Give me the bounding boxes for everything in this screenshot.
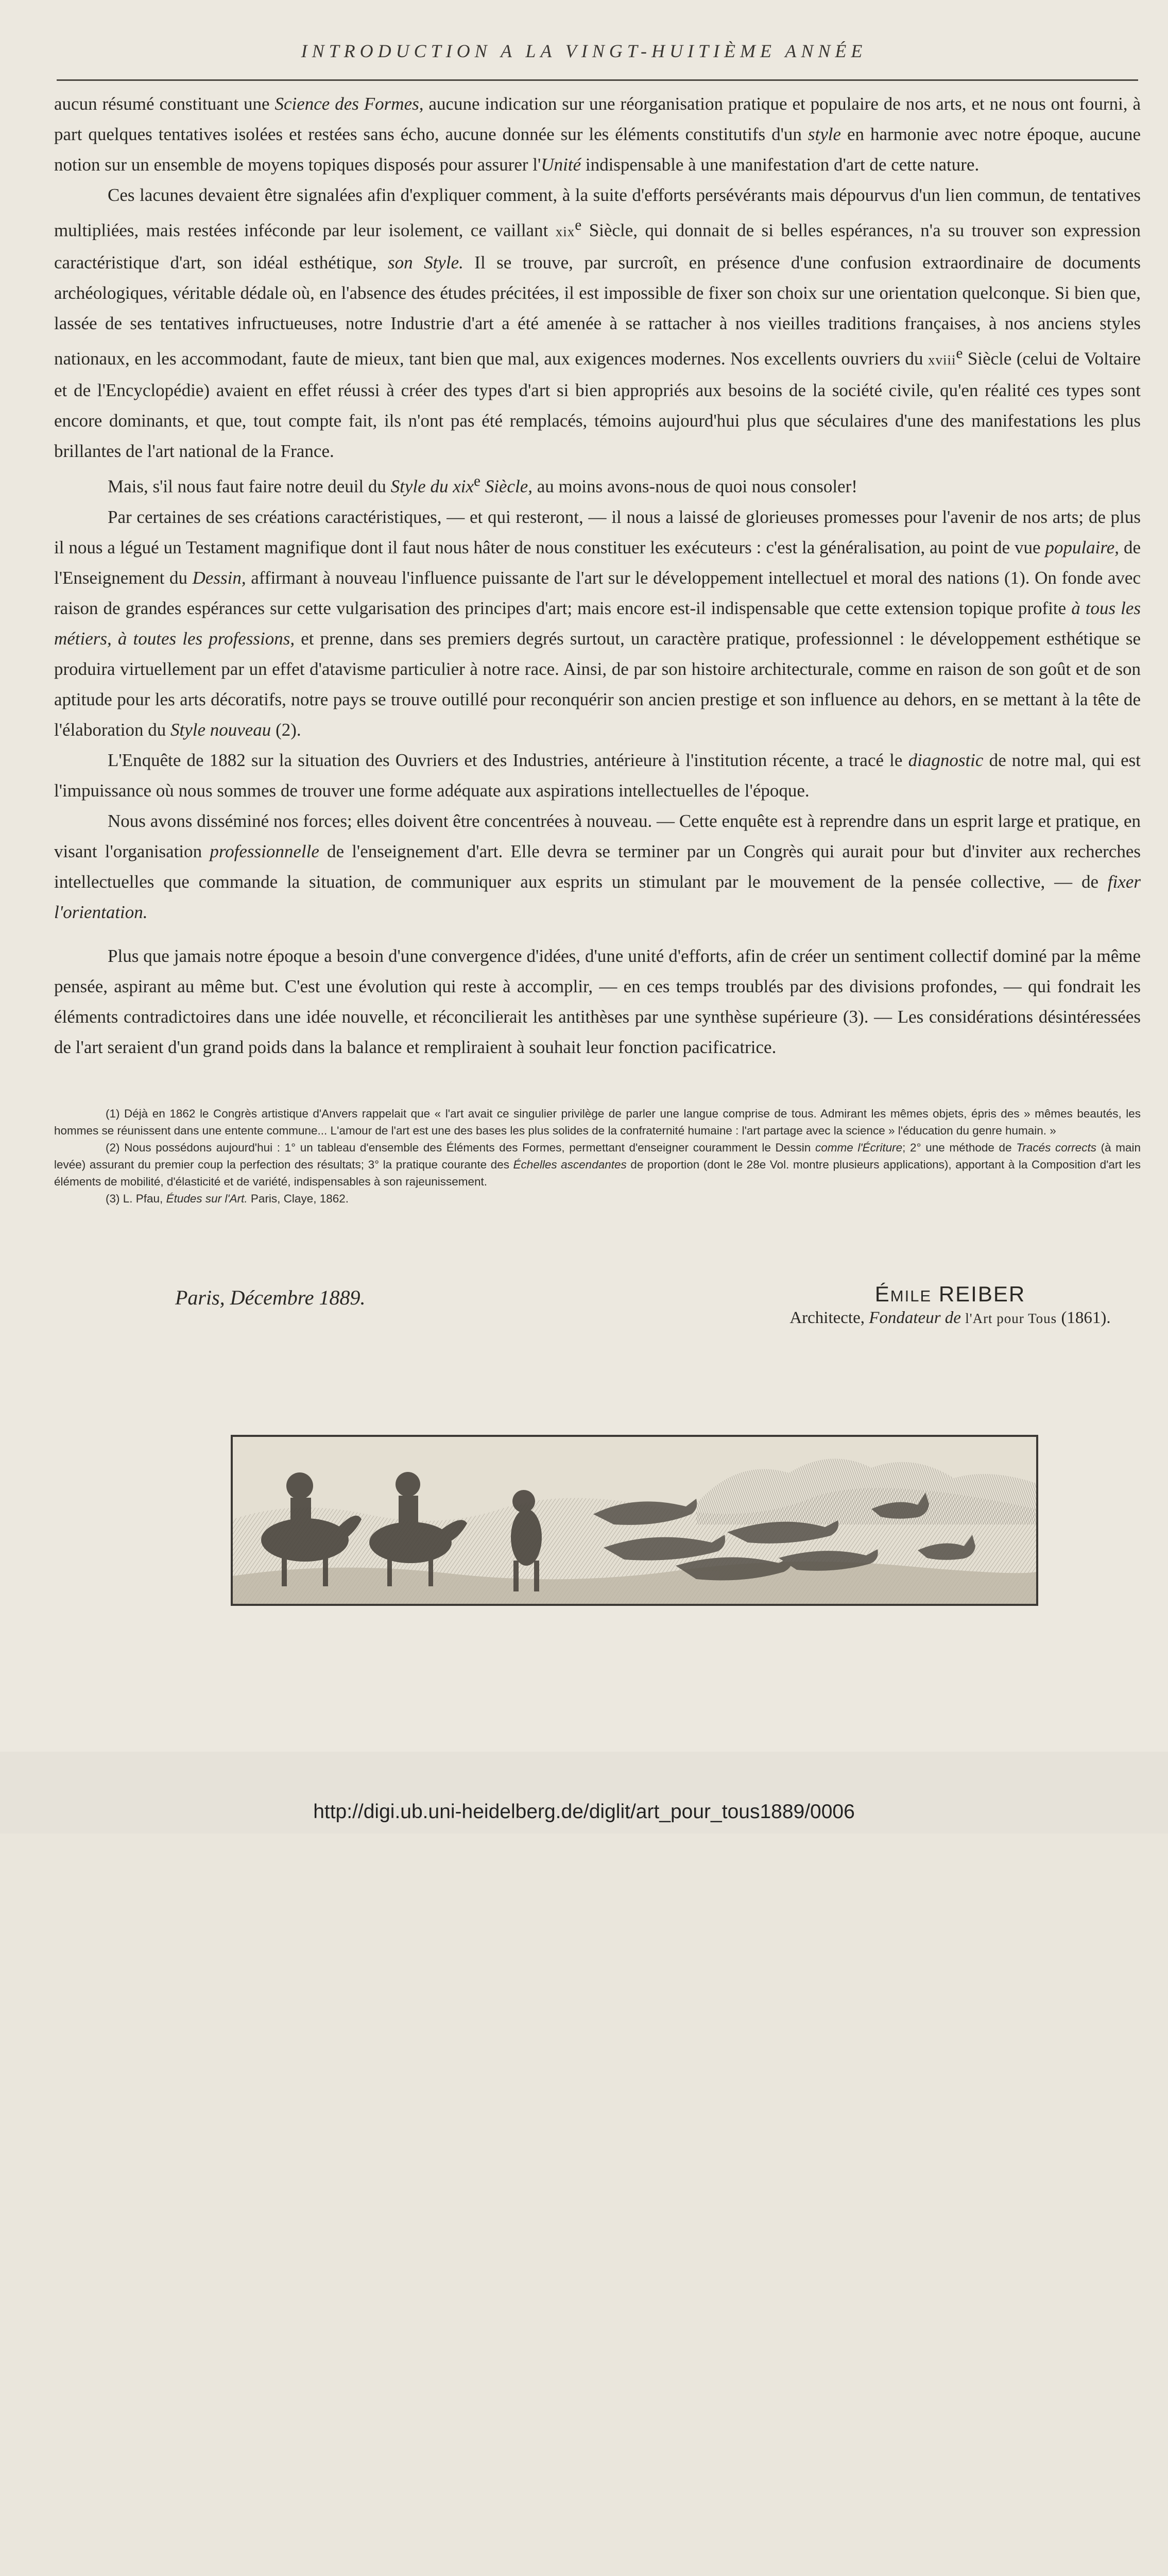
footnotes [54, 1105, 1141, 1207]
author-title: Architecte, Fondateur de l'Art pour Tous (1861). [789, 1309, 1111, 1327]
running-title: INTRODUCTION A LA VINGT-HUITIÈME ANNÉE [301, 41, 867, 61]
hunting-scene-engraving [231, 1435, 1038, 1606]
digital-library-url-link[interactable]: http://digi.ub.uni-heidelberg.de/diglit/art_pour_tous1889/0006 [313, 1801, 855, 1823]
author-signature [772, 1282, 1128, 1328]
paragraph-6: Nous avons disséminé nos forces; elles doivent être concentrées à nouveau. — Cette enquête est à reprendre dans un esprit large et pratique, en visant l'organisation professionnelle de l'enseignement d'art. Elle devra se terminer par un Congrès qui aurait pour but d'inviter aux recherches intellectuelles que commande la situation, de communiquer aux esprits un stimulant par le mouvement de la pensée collective, — de fixer l'orientation. [54, 810, 1141, 922]
author-name: ÉMILE REIBER [874, 1282, 1026, 1306]
paragraph-7: Plus que jamais notre époque a besoin d'une convergence d'idées, d'une unité d'efforts, afin de créer un sentiment collectif dominé par la même pensée, aspirant au même but. C'est une évolution qui reste à accomplir, — en ces temps troublés par des divisions profondes, — qui fondrait les éléments contradictoires dans une idée nouvelle, et réconcilierait les antithèses par une synthèse supérieure (3). — Les considérations désintéressées de l'art seraient d'un grand poids dans la balance et rempliraient à souhait leur fonction pacificatrice. [54, 945, 1141, 1057]
footnote-1: (1) Déjà en 1862 le Congrès artistique d'Anvers rappelait que « l'art avait ce singulier privilège de parler une langue comprise de tous. Admirant les mêmes objets, épris des » mêmes beautés, les hommes se réunissent dans une entente commune... L'amour de l'art est une des bases les plus solides de la confraternité humaine : l'art partage avec la science » l'éducation du genre humain. » [54, 1107, 1141, 1137]
paragraph-3: Mais, s'il nous faut faire notre deuil du Style du xix$^e$ Siècle, au moins avons-nous de quoi nous consoler! [108, 473, 857, 497]
place-date: Paris, Décembre 1889. [175, 1286, 366, 1309]
paragraph-5: L'Enquête de 1882 sur la situation des Ouvriers et des Industries, antérieure à l'institution récente, a tracé le diagnostic de notre mal, qui est l'impuissance où nous sommes de trouver une forme adéquate aux aspirations intellectuelles de l'époque. [54, 750, 1141, 801]
paragraph-1: aucun résumé constituant une Science des Formes, aucune indication sur une réorganisation pratique et populaire de nos arts, et ne nous ont fourni, à part quelques tentatives isolées et restées sans écho, aucune donnée sur les éléments constitutifs d'un style en harmonie avec notre époque, aucune notion sur un ensemble de moyens topiques disposés pour assurer l'Unité indispensable à une manifestation d'art de cette nature. [54, 94, 1141, 175]
header-rule [57, 79, 1138, 81]
engraving-illustration [233, 1437, 1036, 1604]
paragraph-2: Ces lacunes devaient être signalées afin d'expliquer comment, à la suite d'efforts persévérants mais dépourvus d'un lien commun, de tentatives multipliées, mais restées inféconde par leur isolement, ce vaillant xix$^e$ Siècle, qui donnait de si belles espérances, n'a su trouver son expression caractéristique d'art, son idéal esthétique, son Style. Il se trouve, par surcroît, en présence d'une confusion extraordinaire de documents archéologiques, véritable dédale où, en l'absence des études précitées, il est impossible de fixer son choix sur une orientation quelconque. Si bien que, lassée de ses tentatives infructueuses, notre Industrie d'art a été amenée à se rattacher à nos vieilles traditions françaises, à nos anciens styles nationaux, en les accommodant, faute de mieux, tant bien que mal, aux exigences modernes. Nos excellents ouvriers du xviii$^e$ Siècle (celui de Voltaire et de l'Encyclopédie) avaient en effet réussi à créer des types d'art si bien appropriés aux besoins de la société civile, qu'en réalité ces types sont encore dominants, et que, tout compte fait, ils n'ont pas été remplacés, témoins aujourd'hui plus que séculaires d'une des manifestations les plus brillantes de l'art national de la France. [54, 185, 1141, 462]
paragraph-4: Par certaines de ses créations caractéristiques, — et qui resteront, — il nous a laissé de glorieuses promesses pour l'avenir de nos arts; de plus il nous a légué un Testament magnifique dont il faut nous hâter de nous constituer les exécuteurs : c'est la généralisation, au point de vue populaire, de l'Enseignement du Dessin, affirmant à nouveau l'influence puissante de l'art sur le développement intellectuel et moral des nations (1). On fonde avec raison de grandes espérances sur cette vulgarisation des principes d'art; mais encore est-il indispensable que cette extension topique profite à tous les métiers, à toutes les professions, et prenne, dans ses premiers degrés surtout, un caractère pratique, professionnel : le développement esthétique se produira virtuellement par un effet d'atavisme particulier à notre race. Ainsi, de par son histoire architecturale, comme en raison de son goût et de son aptitude pour les arts décoratifs, notre pays se trouve outillé pour reconquérir son ancien prestige et son influence au dehors, en se mettant à la tête de l'élaboration du Style nouveau (2). [54, 506, 1141, 740]
footnote-3: (3) L. Pfau, Études sur l'Art. Paris, Claye, 1862. [106, 1192, 349, 1205]
footnote-2: (2) Nous possédons aujourd'hui : 1° un tableau d'ensemble des Éléments des Formes, permettant d'enseigner couramment le Dessin comme l'Écriture; 2° une méthode de Tracés corrects (à main levée) assurant du premier coup la perfection des résultats; 3° la pratique courante des Échelles ascendantes de proportion (dont le 28e Vol. montre plusieurs applications), apportant à la Composition d'art les éléments de mobilité, d'élasticité et de variété, indispensables à son rajeunissement. [54, 1141, 1141, 1188]
body-text [54, 89, 1141, 1062]
